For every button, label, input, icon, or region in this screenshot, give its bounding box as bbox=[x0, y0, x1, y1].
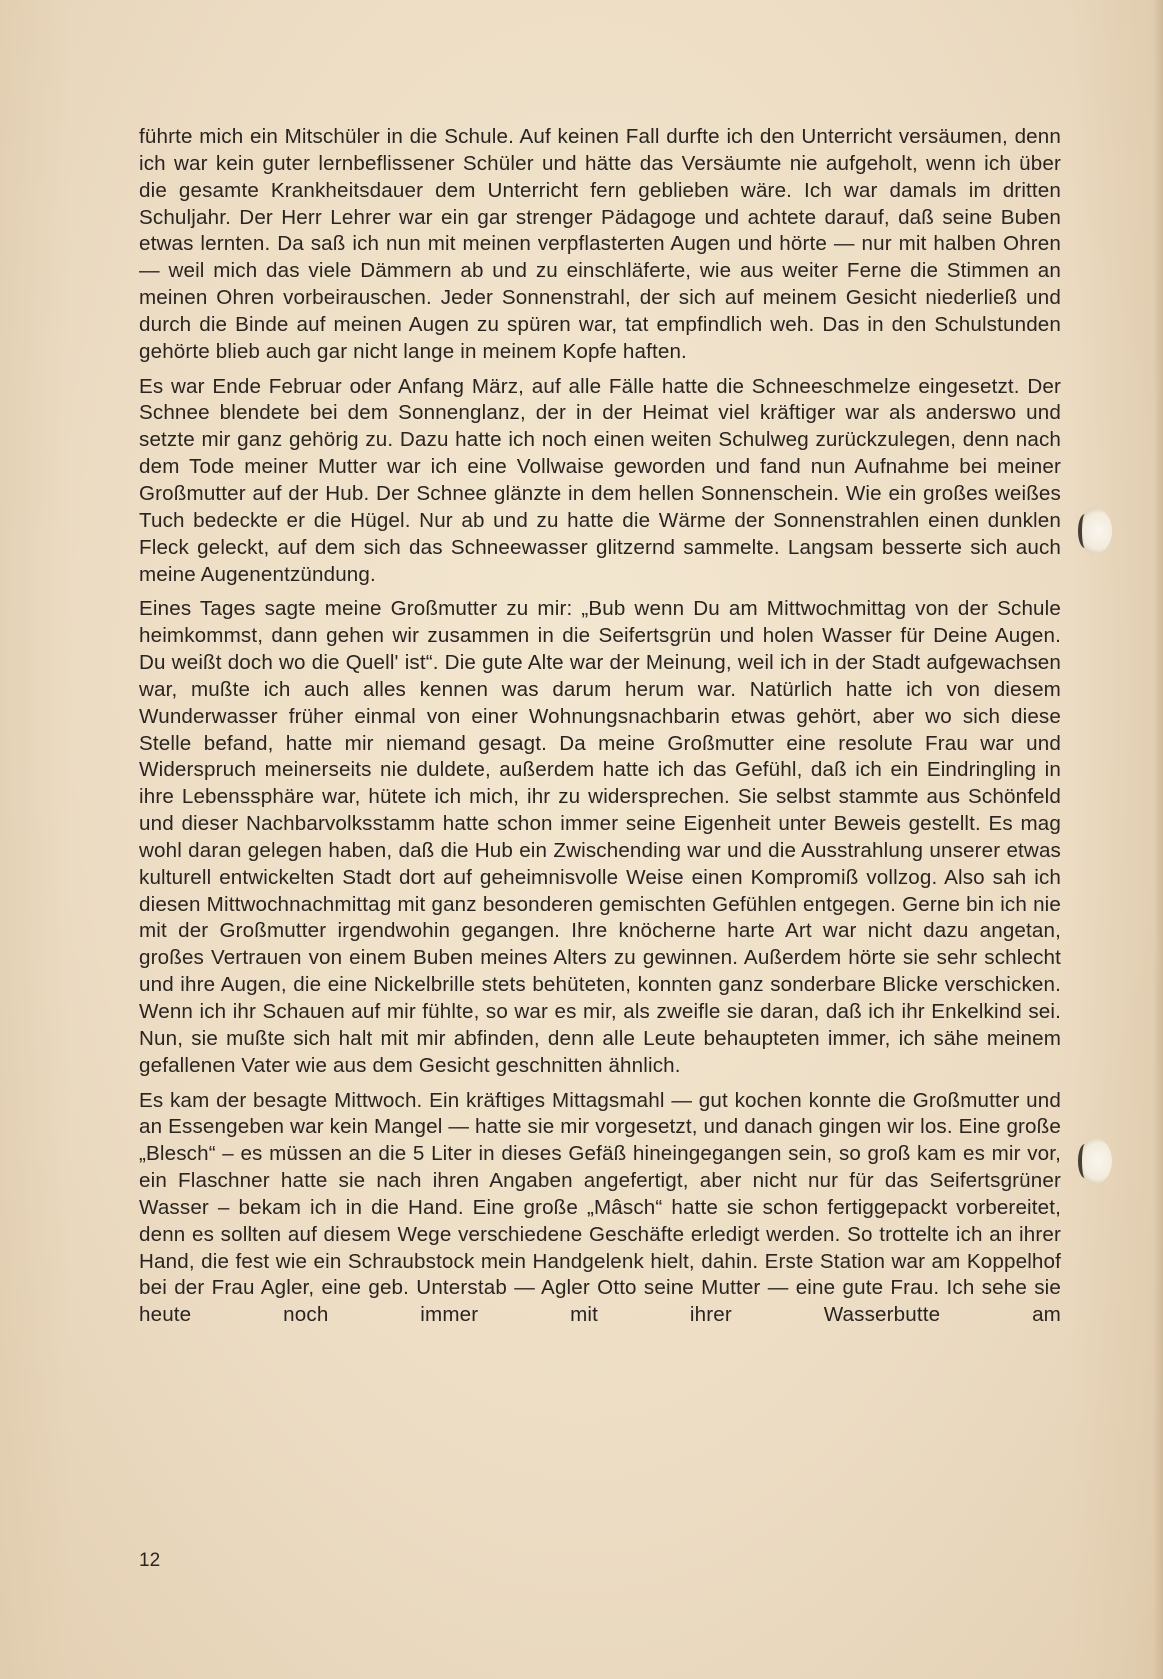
paragraph: Eines Tages sagte meine Großmutter zu mir: „Bub wenn Du am Mittwochmittag von der Schule heimkommst, dann gehen wir zusammen in die Seifertsgrün und holen Wasser für Deine Augen. Du weißt doch wo die Quell' ist“. Die gute Alte war der Meinung, weil ich in der Stadt aufgewachsen war, mußte ich auch alles kennen was darum herum war. Natürlich hatte ich von diesem Wunderwasser früher einmal von einer Wohnungsnachbarin etwas gehört, aber wo sich diese Stelle befand, hatte mir niemand gesagt. Da meine Großmutter eine resolute Frau war und Widerspruch meinerseits nie duldete, außerdem hatte ich das Gefühl, daß ich ein Eindringling in ihre Lebenssphäre war, hütete ich mich, ihr zu widersprechen. Sie selbst stammte aus Schönfeld und dieser Nachbarvolksstamm hatte schon immer seine Eigenheit unter Beweis gestellt. Es mag wohl daran gelegen haben, daß die Hub ein Zwischending war und die Ausstrahlung unserer etwas kulturell entwickelten Stadt dort auf geheimnisvolle Weise einen Kompromiß vollzog. Also sah ich diesen Mittwochnachmittag mit ganz besonderen gemischten Gefühlen entgegen. Gerne bin ich nie mit der Großmutter irgendwohin gegangen. Ihre knöcherne harte Art war nicht dazu angetan, großes Vertrauen von einem Buben meines Alters zu gewinnen. Außerdem hörte sie sehr schlecht und ihre Augen, die eine Nickelbrille stets behüteten, konnten ganz sonderbare Blicke verschicken. Wenn ich ihr Schauen auf mir fühlte, so war es mir, als zweifle sie daran, daß ich ihr Enkelkind sei. Nun, sie mußte sich halt mit mir abfinden, denn alle Leute behaupteten immer, ich sähe meinem gefallenen Vater wie aus dem Gesicht geschnitten ähnlich. bbox=[139, 597, 1061, 1077]
body-text bbox=[139, 124, 1061, 1337]
paragraph: Es kam der besagte Mittwoch. Ein kräftiges Mittagsmahl — gut kochen konnte die Großmutter und an Essengeben war kein Mangel — hatte sie mir vorgesetzt, und danach gingen wir los. Eine große „Blesch“ – es müssen an die 5 Liter in dieses Gefäß hineingegangen sein, so groß kam es mir vor, ein Flaschner hatte sie nach ihren Angaben angefertigt, aber nicht nur für das Seifertsgrüner Wasser – bekam ich in die Hand. Eine große „Mâsch“ hatte sie schon fertiggepackt vorbereitet, denn es sollten auf diesem Wege verschiedene Geschäfte erledigt werden. So trottelte ich an ihrer Hand, die fest wie ein Schraubstock mein Handgelenk hielt, dahin. Erste Station war am Koppelhof bei der Frau Agler, eine geb. Unterstab — Agler Otto seine Mutter — eine gute Frau. Ich sehe sie heute noch immer mit ihrer Wasserbutte am bbox=[139, 1088, 1061, 1327]
paragraph: Es war Ende Februar oder Anfang März, auf alle Fälle hatte die Schneeschmelze eingesetzt. Der Schnee blendete bei dem Sonnenglanz, der in der Heimat viel kräftiger war als anderswo und setzte mir ganz gehörig zu. Dazu hatte ich noch einen weiten Schulweg zurückzulegen, denn nach dem Tode meiner Mutter war ich eine Vollwaise geworden und fand nun Aufnahme bei meiner Großmutter auf der Hub. Der Schnee glänzte in dem hellen Sonnenschein. Wie ein großes weißes Tuch bedeckte er die Hügel. Nur ab und zu hatte die Wärme der Sonnenstrahlen einen dunklen Fleck geleckt, auf dem sich das Schneewasser glitzernd sammelte. Langsam besserte sich auch meine Augenentzündung. bbox=[139, 374, 1061, 586]
page-edge-shadow bbox=[1153, 0, 1163, 1679]
paragraph: führte mich ein Mitschüler in die Schule. Auf keinen Fall durfte ich den Unterricht versäumen, denn ich war kein guter lernbeflissener Schüler und hätte das Versäumte nie aufgeholt, wenn ich über die gesamte Krankheitsdauer dem Unterricht fern geblieben wäre. Ich war damals im dritten Schuljahr. Der Herr Lehrer war ein gar strenger Pädagoge und achtete darauf, daß seine Buben etwas lernten. Da saß ich nun mit meinen verpflasterten Augen und hörte — nur mit halben Ohren — weil mich das viele Dämmern ab und zu einschläferte, wie aus weiter Ferne die Stimmen an meinen Ohren vorbeirauschen. Jeder Sonnenstrahl, der sich auf meinem Gesicht niederließ und durch die Binde auf meinen Augen zu spüren war, tat empfindlich weh. Das in den Schulstunden gehörte blieb auch gar nicht lange in meinem Kopfe haften. bbox=[139, 125, 1061, 363]
punch-hole-icon bbox=[1078, 1138, 1112, 1184]
page-number: 12 bbox=[139, 1550, 161, 1571]
punch-hole-icon bbox=[1078, 508, 1112, 554]
